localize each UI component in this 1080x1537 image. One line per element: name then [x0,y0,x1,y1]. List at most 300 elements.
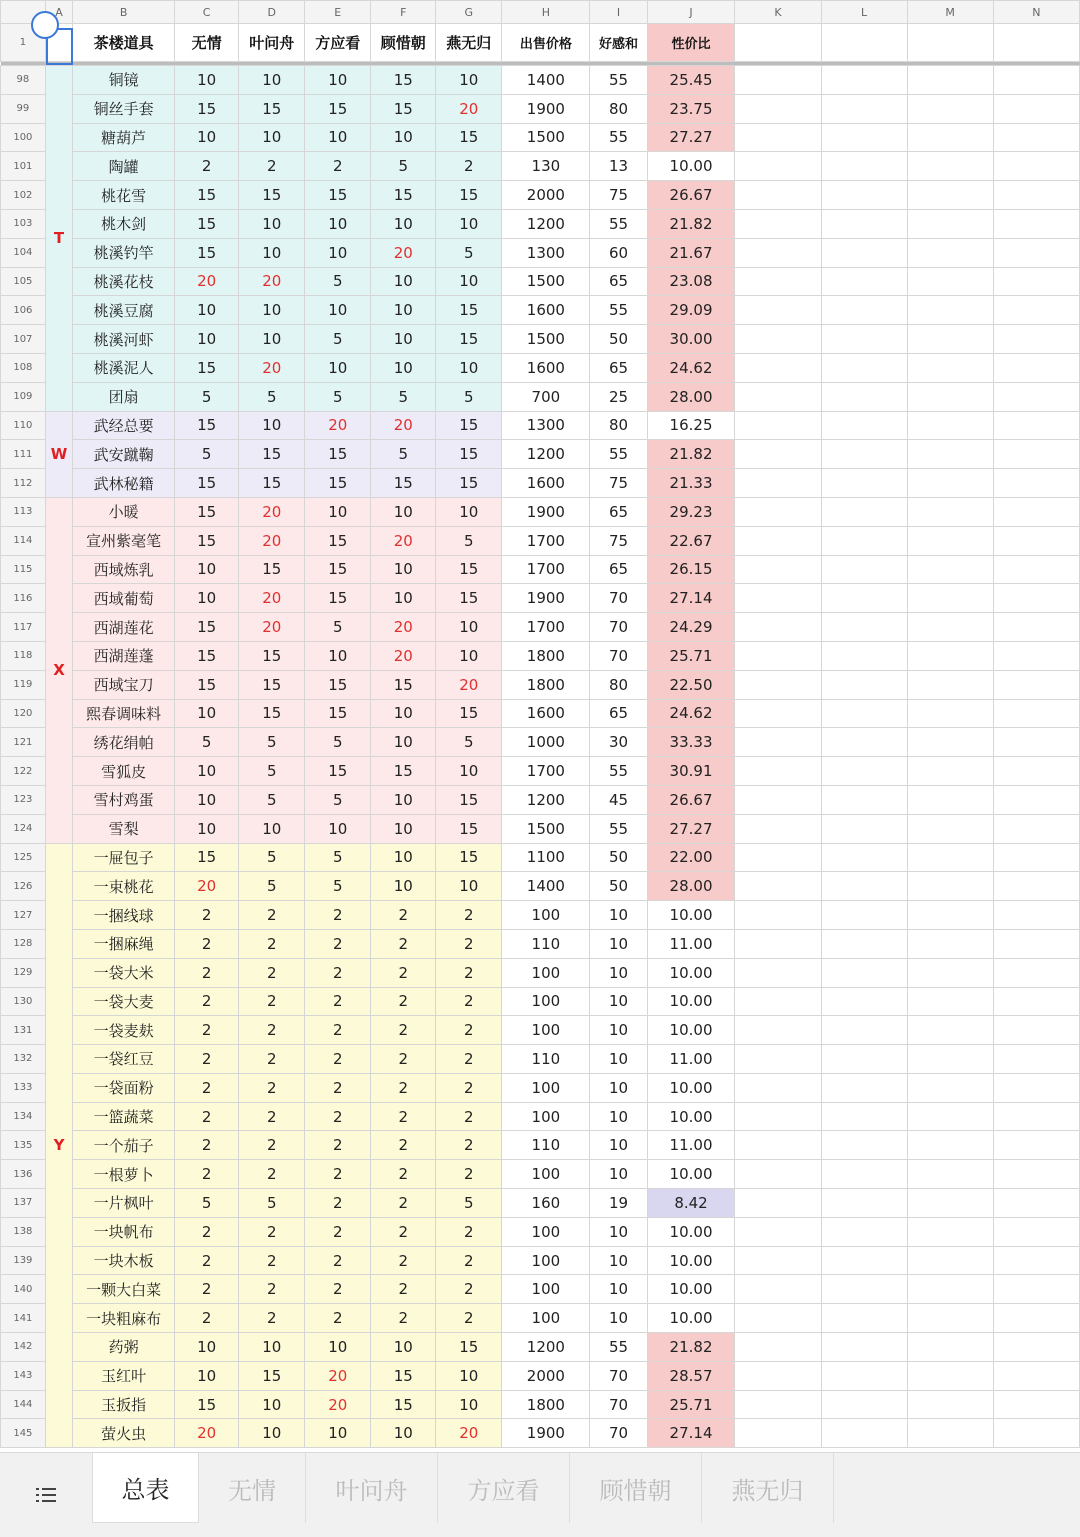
empty-cell[interactable] [821,1160,907,1189]
item-name-cell[interactable]: 药粥 [73,1333,175,1362]
favor-cell[interactable]: 50 [590,325,647,354]
value-cell[interactable]: 15 [436,699,502,728]
empty-cell[interactable] [821,497,907,526]
value-cell[interactable]: 2 [305,929,371,958]
favor-cell[interactable]: 50 [590,843,647,872]
empty-cell[interactable] [993,814,1079,843]
favor-cell[interactable]: 10 [590,929,647,958]
value-cell[interactable]: 2 [305,901,371,930]
empty-cell[interactable] [735,728,821,757]
item-name-cell[interactable]: 一块帆布 [73,1217,175,1246]
empty-cell[interactable] [993,1304,1079,1333]
empty-cell[interactable] [993,958,1079,987]
value-cell[interactable]: 5 [436,382,502,411]
value-cell[interactable]: 20 [305,1390,371,1419]
ratio-cell[interactable]: 10.00 [647,1246,735,1275]
value-cell[interactable]: 10 [436,66,502,95]
price-cell[interactable]: 1500 [502,325,590,354]
value-cell[interactable]: 5 [436,728,502,757]
row-number[interactable]: 129 [1,958,46,987]
empty-cell[interactable] [735,785,821,814]
empty-cell[interactable] [993,901,1079,930]
item-name-cell[interactable]: 宣州紫毫笔 [73,526,175,555]
value-cell[interactable]: 2 [436,1131,502,1160]
price-cell[interactable]: 1200 [502,1333,590,1362]
price-cell[interactable]: 1900 [502,1419,590,1448]
empty-cell[interactable] [907,1131,993,1160]
value-cell[interactable]: 15 [305,469,371,498]
item-name-cell[interactable]: 绣花绢帕 [73,728,175,757]
item-name-cell[interactable]: 一片枫叶 [73,1189,175,1218]
row-number[interactable]: 111 [1,440,46,469]
value-cell[interactable]: 5 [305,267,371,296]
price-cell[interactable]: 110 [502,1131,590,1160]
price-cell[interactable]: 1300 [502,238,590,267]
value-cell[interactable]: 15 [239,555,305,584]
ratio-cell[interactable]: 21.33 [647,469,735,498]
empty-cell[interactable] [993,1160,1079,1189]
price-cell[interactable]: 1300 [502,411,590,440]
value-cell[interactable]: 10 [239,814,305,843]
empty-cell[interactable] [907,901,993,930]
row-number[interactable]: 119 [1,670,46,699]
empty-cell[interactable] [907,843,993,872]
value-cell[interactable]: 15 [174,181,238,210]
favor-cell[interactable]: 55 [590,814,647,843]
empty-cell[interactable] [907,699,993,728]
value-cell[interactable]: 15 [174,1390,238,1419]
item-name-cell[interactable]: 桃木剑 [73,209,175,238]
value-cell[interactable]: 2 [174,1102,238,1131]
value-cell[interactable]: 15 [174,670,238,699]
empty-cell[interactable] [735,1246,821,1275]
empty-cell[interactable] [993,785,1079,814]
empty-cell[interactable] [907,1189,993,1218]
price-cell[interactable]: 110 [502,1045,590,1074]
empty-cell[interactable] [993,1131,1079,1160]
header-cell[interactable]: 性价比 [647,24,735,62]
row-number[interactable]: 1 [1,24,46,62]
empty-cell[interactable] [735,526,821,555]
empty-cell[interactable] [993,1045,1079,1074]
empty-cell[interactable] [821,1275,907,1304]
empty-cell[interactable] [735,123,821,152]
favor-cell[interactable]: 80 [590,94,647,123]
value-cell[interactable]: 2 [436,1246,502,1275]
favor-cell[interactable]: 55 [590,209,647,238]
empty-cell[interactable] [821,785,907,814]
empty-cell[interactable] [993,66,1079,95]
row-number[interactable]: 131 [1,1016,46,1045]
price-cell[interactable]: 130 [502,152,590,181]
value-cell[interactable]: 10 [371,728,436,757]
value-cell[interactable]: 2 [436,152,502,181]
value-cell[interactable]: 2 [174,901,238,930]
row-number[interactable]: 108 [1,353,46,382]
empty-cell[interactable] [821,152,907,181]
empty-cell[interactable] [821,757,907,786]
value-cell[interactable]: 20 [174,1419,238,1448]
empty-cell[interactable] [735,1333,821,1362]
value-cell[interactable]: 10 [305,1419,371,1448]
empty-cell[interactable] [993,699,1079,728]
row-number[interactable]: 144 [1,1390,46,1419]
value-cell[interactable]: 2 [174,929,238,958]
empty-cell[interactable] [821,411,907,440]
group-letter-cell[interactable]: Y [45,843,73,1448]
item-name-cell[interactable]: 西域宝刀 [73,670,175,699]
value-cell[interactable]: 10 [436,353,502,382]
value-cell[interactable]: 2 [305,1246,371,1275]
value-cell[interactable]: 10 [305,814,371,843]
ratio-cell[interactable]: 21.67 [647,238,735,267]
row-number[interactable]: 130 [1,987,46,1016]
price-cell[interactable]: 1900 [502,497,590,526]
empty-cell[interactable] [735,1361,821,1390]
empty-cell[interactable] [735,1419,821,1448]
value-cell[interactable]: 10 [371,1419,436,1448]
empty-cell[interactable] [907,1016,993,1045]
value-cell[interactable]: 2 [239,1217,305,1246]
item-name-cell[interactable]: 桃溪钓竿 [73,238,175,267]
item-name-cell[interactable]: 熙春调味料 [73,699,175,728]
item-name-cell[interactable]: 一块木板 [73,1246,175,1275]
empty-cell[interactable] [735,1131,821,1160]
value-cell[interactable]: 10 [174,785,238,814]
value-cell[interactable]: 20 [305,411,371,440]
item-name-cell[interactable]: 一袋面粉 [73,1073,175,1102]
ratio-cell[interactable]: 8.42 [647,1189,735,1218]
empty-cell[interactable] [907,728,993,757]
empty-cell[interactable] [993,296,1079,325]
empty-cell[interactable] [821,267,907,296]
empty-cell[interactable] [907,66,993,95]
empty-cell[interactable] [907,584,993,613]
price-cell[interactable]: 1600 [502,469,590,498]
item-name-cell[interactable]: 桃花雪 [73,181,175,210]
value-cell[interactable]: 2 [436,929,502,958]
favor-cell[interactable]: 10 [590,987,647,1016]
value-cell[interactable]: 2 [436,1045,502,1074]
empty-cell[interactable] [821,94,907,123]
row-number[interactable]: 127 [1,901,46,930]
favor-cell[interactable]: 10 [590,1246,647,1275]
empty-cell[interactable] [993,1217,1079,1246]
empty-cell[interactable] [993,1102,1079,1131]
value-cell[interactable]: 15 [436,814,502,843]
value-cell[interactable]: 15 [436,584,502,613]
value-cell[interactable]: 2 [371,958,436,987]
empty-cell[interactable] [907,181,993,210]
empty-cell[interactable] [907,1275,993,1304]
empty-cell[interactable] [907,958,993,987]
empty-cell[interactable] [907,1160,993,1189]
value-cell[interactable]: 15 [436,296,502,325]
value-cell[interactable]: 2 [436,1160,502,1189]
empty-cell[interactable] [993,238,1079,267]
column-header-j[interactable]: J [647,1,735,24]
favor-cell[interactable]: 45 [590,785,647,814]
column-header-b[interactable]: B [73,1,175,24]
empty-cell[interactable] [993,1246,1079,1275]
favor-cell[interactable]: 10 [590,958,647,987]
row-number[interactable]: 104 [1,238,46,267]
ratio-cell[interactable]: 24.62 [647,699,735,728]
empty-cell[interactable] [993,1419,1079,1448]
ratio-cell[interactable]: 25.45 [647,66,735,95]
empty-cell[interactable] [821,469,907,498]
item-name-cell[interactable]: 西湖莲蓬 [73,641,175,670]
empty-cell[interactable] [735,613,821,642]
header-cell[interactable]: 无情 [174,24,238,62]
price-cell[interactable]: 1500 [502,267,590,296]
value-cell[interactable]: 2 [239,152,305,181]
value-cell[interactable]: 2 [174,1275,238,1304]
empty-cell[interactable] [735,1102,821,1131]
header-cell[interactable]: 出售价格 [502,24,590,62]
favor-cell[interactable]: 10 [590,1045,647,1074]
favor-cell[interactable]: 80 [590,670,647,699]
list-menu-icon[interactable] [18,1475,74,1515]
value-cell[interactable]: 15 [436,555,502,584]
empty-cell[interactable] [821,555,907,584]
empty-cell[interactable] [907,238,993,267]
price-cell[interactable]: 1900 [502,584,590,613]
value-cell[interactable]: 5 [174,382,238,411]
item-name-cell[interactable]: 玉红叶 [73,1361,175,1390]
value-cell[interactable]: 10 [371,555,436,584]
row-number[interactable]: 105 [1,267,46,296]
value-cell[interactable]: 2 [436,1304,502,1333]
price-cell[interactable]: 100 [502,958,590,987]
empty-cell[interactable] [907,1073,993,1102]
value-cell[interactable]: 15 [305,440,371,469]
group-letter-cell[interactable]: X [45,497,73,843]
price-cell[interactable]: 1200 [502,440,590,469]
empty-cell[interactable] [993,152,1079,181]
favor-cell[interactable]: 25 [590,382,647,411]
value-cell[interactable]: 2 [239,901,305,930]
price-cell[interactable]: 100 [502,1073,590,1102]
ratio-cell[interactable]: 26.67 [647,181,735,210]
value-cell[interactable]: 10 [371,872,436,901]
empty-cell[interactable] [993,1333,1079,1362]
empty-cell[interactable] [735,901,821,930]
favor-cell[interactable]: 75 [590,181,647,210]
value-cell[interactable]: 2 [305,152,371,181]
value-cell[interactable]: 5 [239,382,305,411]
value-cell[interactable]: 20 [436,94,502,123]
column-header-a[interactable]: A [45,1,73,24]
row-number[interactable]: 137 [1,1189,46,1218]
value-cell[interactable]: 15 [371,757,436,786]
ratio-cell[interactable]: 10.00 [647,1160,735,1189]
value-cell[interactable]: 10 [305,238,371,267]
favor-cell[interactable]: 65 [590,699,647,728]
price-cell[interactable]: 1500 [502,814,590,843]
value-cell[interactable]: 5 [305,728,371,757]
item-name-cell[interactable]: 桃溪豆腐 [73,296,175,325]
favor-cell[interactable]: 75 [590,469,647,498]
value-cell[interactable]: 15 [371,1361,436,1390]
empty-cell[interactable] [821,1361,907,1390]
empty-cell[interactable] [821,1419,907,1448]
empty-cell[interactable] [907,1102,993,1131]
value-cell[interactable]: 10 [239,238,305,267]
value-cell[interactable]: 20 [239,267,305,296]
value-cell[interactable]: 15 [436,325,502,354]
price-cell[interactable]: 1800 [502,641,590,670]
price-cell[interactable]: 100 [502,1217,590,1246]
value-cell[interactable]: 2 [174,152,238,181]
row-number[interactable]: 136 [1,1160,46,1189]
row-number[interactable]: 109 [1,382,46,411]
column-header-k[interactable]: K [735,1,821,24]
value-cell[interactable]: 10 [305,353,371,382]
value-cell[interactable]: 2 [239,1131,305,1160]
price-cell[interactable]: 1600 [502,353,590,382]
row-number[interactable]: 132 [1,1045,46,1074]
value-cell[interactable]: 10 [371,699,436,728]
favor-cell[interactable]: 10 [590,1073,647,1102]
ratio-cell[interactable]: 10.00 [647,152,735,181]
value-cell[interactable]: 15 [174,238,238,267]
empty-cell[interactable] [907,872,993,901]
value-cell[interactable]: 2 [239,1246,305,1275]
item-name-cell[interactable]: 团扇 [73,382,175,411]
favor-cell[interactable]: 80 [590,411,647,440]
value-cell[interactable]: 2 [239,1275,305,1304]
value-cell[interactable]: 15 [174,94,238,123]
empty-cell[interactable] [735,584,821,613]
empty-cell[interactable] [821,1390,907,1419]
favor-cell[interactable]: 55 [590,440,647,469]
item-name-cell[interactable]: 桃溪花枝 [73,267,175,296]
value-cell[interactable]: 10 [436,267,502,296]
row-number[interactable]: 101 [1,152,46,181]
value-cell[interactable]: 10 [174,757,238,786]
empty-cell[interactable] [821,1246,907,1275]
ratio-cell[interactable]: 21.82 [647,440,735,469]
price-cell[interactable]: 1200 [502,209,590,238]
empty-cell[interactable] [907,1045,993,1074]
empty-cell[interactable] [993,1275,1079,1304]
value-cell[interactable]: 5 [239,757,305,786]
value-cell[interactable]: 10 [436,757,502,786]
empty-cell[interactable] [993,24,1079,62]
empty-cell[interactable] [993,555,1079,584]
value-cell[interactable]: 2 [174,1073,238,1102]
empty-cell[interactable] [735,325,821,354]
value-cell[interactable]: 2 [371,901,436,930]
value-cell[interactable]: 2 [174,1217,238,1246]
item-name-cell[interactable]: 一束桃花 [73,872,175,901]
favor-cell[interactable]: 10 [590,1016,647,1045]
empty-cell[interactable] [735,814,821,843]
price-cell[interactable]: 100 [502,987,590,1016]
value-cell[interactable]: 10 [239,123,305,152]
ratio-cell[interactable]: 25.71 [647,1390,735,1419]
value-cell[interactable]: 10 [436,1390,502,1419]
item-name-cell[interactable]: 西湖莲花 [73,613,175,642]
empty-cell[interactable] [735,411,821,440]
column-header-n[interactable]: N [993,1,1079,24]
value-cell[interactable]: 10 [174,1333,238,1362]
ratio-cell[interactable]: 28.57 [647,1361,735,1390]
value-cell[interactable]: 5 [239,728,305,757]
value-cell[interactable]: 2 [305,1131,371,1160]
value-cell[interactable]: 20 [174,267,238,296]
value-cell[interactable]: 10 [436,497,502,526]
value-cell[interactable]: 2 [305,1217,371,1246]
row-number[interactable]: 142 [1,1333,46,1362]
empty-cell[interactable] [821,641,907,670]
price-cell[interactable]: 1600 [502,699,590,728]
value-cell[interactable]: 2 [305,1160,371,1189]
price-cell[interactable]: 1400 [502,872,590,901]
empty-cell[interactable] [907,1217,993,1246]
empty-cell[interactable] [907,526,993,555]
value-cell[interactable]: 10 [174,1361,238,1390]
value-cell[interactable]: 2 [436,1275,502,1304]
value-cell[interactable]: 2 [239,1160,305,1189]
ratio-cell[interactable]: 10.00 [647,901,735,930]
value-cell[interactable]: 10 [436,641,502,670]
favor-cell[interactable]: 70 [590,1361,647,1390]
item-name-cell[interactable]: 铜丝手套 [73,94,175,123]
empty-cell[interactable] [907,94,993,123]
value-cell[interactable]: 15 [174,641,238,670]
value-cell[interactable]: 5 [305,843,371,872]
item-name-cell[interactable]: 雪村鸡蛋 [73,785,175,814]
empty-cell[interactable] [907,209,993,238]
value-cell[interactable]: 10 [436,1361,502,1390]
row-number[interactable]: 133 [1,1073,46,1102]
row-number[interactable]: 122 [1,757,46,786]
empty-cell[interactable] [993,584,1079,613]
value-cell[interactable]: 15 [305,526,371,555]
ratio-cell[interactable]: 29.09 [647,296,735,325]
empty-cell[interactable] [907,785,993,814]
value-cell[interactable]: 10 [239,66,305,95]
item-name-cell[interactable]: 西域炼乳 [73,555,175,584]
value-cell[interactable]: 10 [174,555,238,584]
empty-cell[interactable] [993,526,1079,555]
value-cell[interactable]: 15 [305,699,371,728]
empty-cell[interactable] [735,238,821,267]
price-cell[interactable]: 100 [502,1275,590,1304]
value-cell[interactable]: 15 [239,94,305,123]
value-cell[interactable]: 2 [371,1045,436,1074]
price-cell[interactable]: 1700 [502,757,590,786]
item-name-cell[interactable]: 一袋大米 [73,958,175,987]
value-cell[interactable]: 2 [239,987,305,1016]
price-cell[interactable]: 1100 [502,843,590,872]
value-cell[interactable]: 5 [174,1189,238,1218]
ratio-cell[interactable]: 26.15 [647,555,735,584]
empty-cell[interactable] [821,181,907,210]
value-cell[interactable]: 2 [371,1102,436,1131]
price-cell[interactable]: 1600 [502,296,590,325]
value-cell[interactable]: 20 [239,526,305,555]
value-cell[interactable]: 2 [239,1045,305,1074]
empty-cell[interactable] [993,440,1079,469]
empty-cell[interactable] [993,641,1079,670]
value-cell[interactable]: 2 [436,1016,502,1045]
ratio-cell[interactable]: 16.25 [647,411,735,440]
row-number[interactable]: 121 [1,728,46,757]
empty-cell[interactable] [735,843,821,872]
